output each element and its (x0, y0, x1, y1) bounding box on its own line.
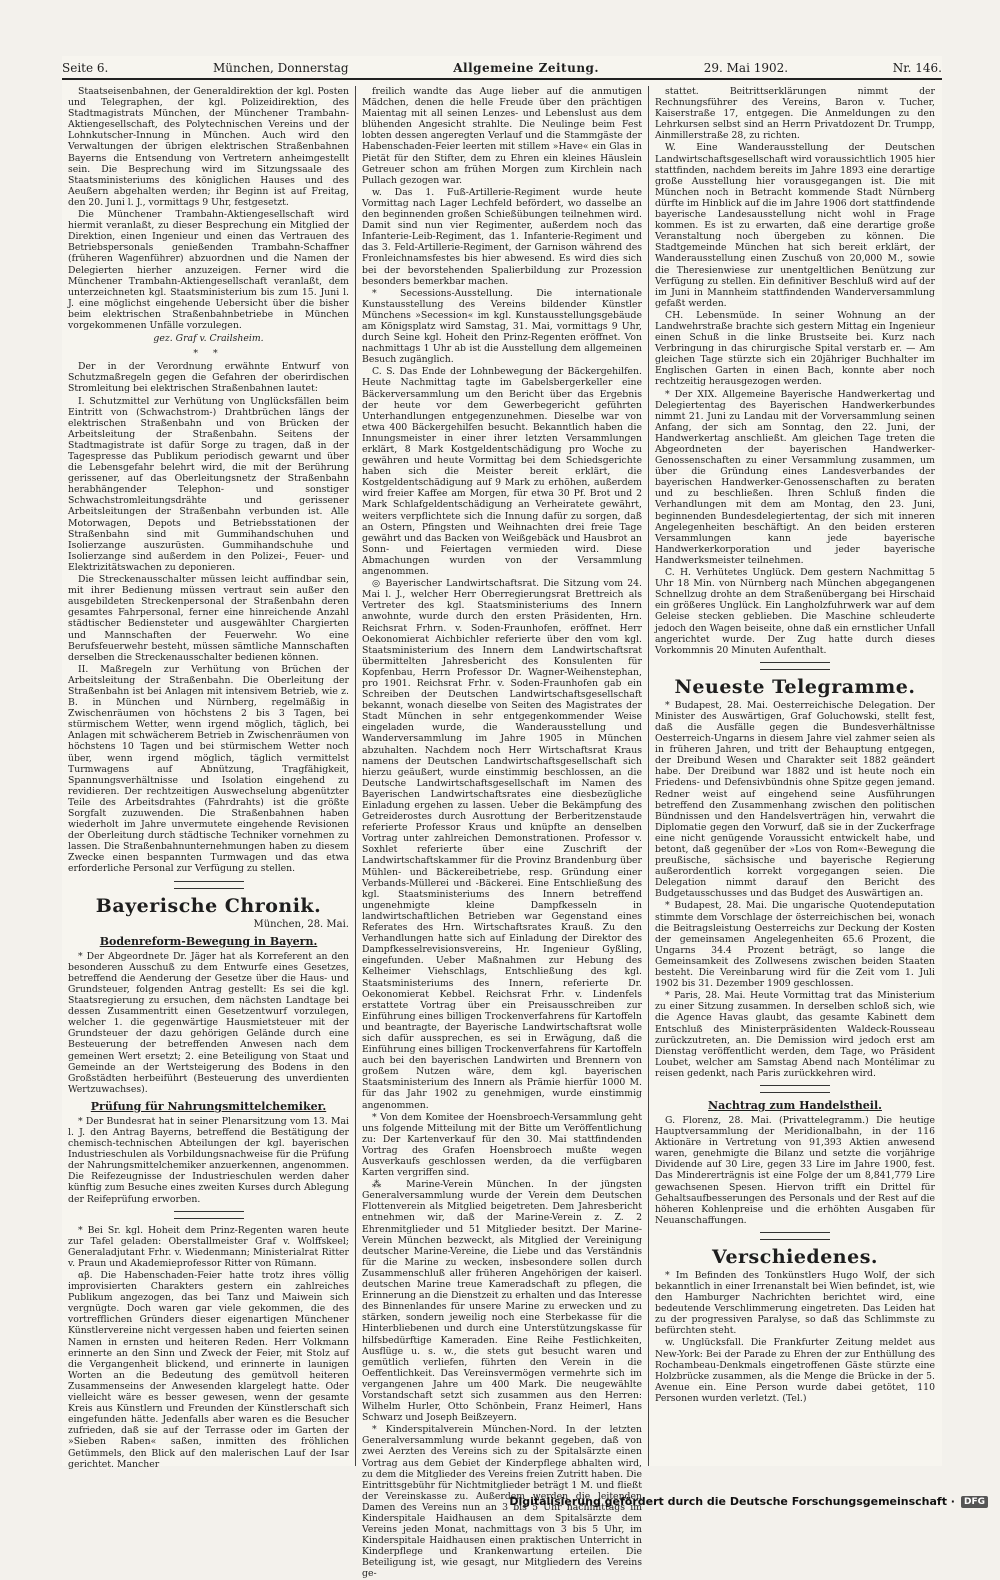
article-paragraph: CH. Lebensmüde. In seiner Wohnung an der Landwehrstraße brachte sich gestern Mittag ein Ingenieur einen Schuß in die linke Brustseite bei. Kurz nach Verbringung in das chirurgische Spital verstarb er. — Am gleichen Tage stürzte sich ein 20jähriger Buchhalter im Englischen Garten in einen Bach, konnte aber noch rechtzeitig herausgezogen werden. (655, 309, 935, 388)
separator-stars: * * (193, 348, 224, 360)
footer-text: Digitalisierung gefördert durch die Deutsche Forschungsgemeinschaft · (509, 1495, 955, 1508)
article-paragraph: * Budapest, 28. Mai. Die ungarische Quotendeputation stimmte dem Vorschlage der österreichischen bei, wonach die Beitragsleistung Oesterreichs zur Deckung der Kosten der gemeinsamen Angelegenheiten 65.6 Prozent, die Ungarns 34.4 Prozent beträgt, so lange die Gemeinsamkeit des Zollwesens zwischen beiden Staaten besteht. Die Vereinbarung wird für die Zeit vom 1. Juli 1902 bis 31. Dezember 1909 geschlossen. (655, 900, 935, 990)
section-rule (174, 881, 244, 889)
article-paragraph: I. Schutzmittel zur Verhütung von Unglücksfällen beim Eintritt von (Schwachstrom-) Drahtbrüchen längs der elektrischen Straßenbahn und von Brücken der Arbeitsleitung der Straßenbahn. Seitens der Stadtmagistrate ist dafür Sorge zu tragen, daß in der Tagespresse das Publikum periodisch gewarnt und über die Lebensgefahr belehrt wird, die mit der Berührung gerissener, auf das Oberleitungsnetz der Straßenbahn herabhängender Telephon- und sonstiger Schwachstromleitungsdrähte und gerissener Arbeitsleitungen der Straßenbahn verbunden ist. Alle Motorwagen, Depots und Betriebsstationen der Straßenbahn sind mit Gummihandschuhen und Isolierzange auszurüsten. Gummihandschuhe und Isolierzange sind außerdem in den Polizei-, Feuer- und Elektrizitätswachen zu deponieren. (68, 395, 349, 573)
section-rule (760, 1232, 830, 1240)
newspaper-title: Allgemeine Zeitung. (453, 61, 600, 75)
article-paragraph: Die Münchener Trambahn-Aktiengesellschaft wird hiermit veranlaßt, zu dieser Besprechung ein Mitglied der Direktion, einen Ingenieur und einen das Vertrauen des Betriebspersonals genießenden Trambahn-Schaffner (früheren Wagenführer) abzuordnen und die Namen der Delegierten hierher anzuzeigen. Ferner wird die Münchener Trambahn-Aktiengesellschaft veranlaßt, dem unterzeichneten kgl. Staatsministerium bis zum 15. Juni l. J. eine möglichst eingehende Uebersicht über die bisher beim elektrischen Straßenbahnbetriebe in München vorgekommenen Unfälle vorzulegen. (68, 209, 349, 331)
section-rule (760, 662, 830, 670)
article-paragraph: w. Das 1. Fuß-Artillerie-Regiment wurde heute Vormittag nach Lager Lechfeld befördert, wo dasselbe an den beginnenden großen Schießübungen teilnehmen wird. Damit sind nun vier Regimenter, außerdem noch das Infanterie-Leib-Regiment, das 1. Infanterie-Regiment und das 3. Feld-Artillerie-Regiment, der Garnison während des Fronleichnamsfestes bis hier abwesend. Es wird dies sich bei der bevorstehenden Spalierbildung zur Prozession besonders bemerkbar machen. (362, 186, 642, 287)
article-paragraph: * Paris, 28. Mai. Heute Vormittag trat das Ministerium zu einer Sitzung zusammen. In derselben schloß sich, wie die Agence Havas glaubt, das gesamte Kabinett dem Entschluß des Ministerpräsidenten Waldeck-Rousseau zurückzutreten, an. Die Demission wird jedoch erst am Dienstag veröffentlicht werden, dem Tage, wo Präsident Loubet, welcher am Samstag Abend nach Montélimar zu reisen gedenkt, nach Paris zurückkehren wird. (655, 990, 935, 1079)
subheading: Nachtrag zum Handelstheil. (708, 1098, 882, 1112)
column-2 (355, 86, 648, 1580)
article-paragraph: stattet. Beitrittserklärungen nimmt der Rechnungsführer des Vereins, Baron v. Tucher, Kaiserstraße 17, entgegen. Die Anmeldungen zu den Lehrkursen selbst sind an Herrn Privatdozent Dr. Trumpp, Ainmillerstraße 28, zu richten. (655, 86, 935, 142)
issue-date: 29. Mai 1902. (703, 61, 789, 75)
article-paragraph: * Von dem Komitee der Hoensbroech-Versammlung geht uns folgende Mitteilung mit der Bitte um Veröffentlichung zu: Der Kartenverkauf für den 30. Mai stattfindenden Vortrag des Grafen Hoensbroech mußte wegen Ausverkaufs geschlossen werden, da die verfügbaren Karten vergriffen sind. (362, 1111, 642, 1179)
subheading: Bodenreform-Bewegung in Bayern. (99, 934, 318, 948)
section-heading: Bayerische Chronik. (95, 894, 322, 917)
article-paragraph: * Der Bundesrat hat in seiner Plenarsitzung vom 13. Mai l. J. den Antrag Bayerns, betreffend die Bestätigung der chemisch-technischen Abteilungen der kgl. bayerischen Industrieschulen als Vorbildungsnachweise für die Prüfung der Nahrungsmittelchemiker anzuerkennen, angenommen. Die Reifezeugnisse der Industrieschulen werden daher künftig zum Besuche eines zweiten Kurses durch Ablegung der Reifeprüfung erworben. (68, 1115, 349, 1205)
signature: gez. Graf v. Crailsheim. (153, 333, 264, 345)
section-rule (174, 1211, 244, 1219)
page-header (62, 56, 942, 80)
article-paragraph: C. S. Das Ende der Lohnbewegung der Bäckergehilfen. Heute Nachmittag tagte im Gabelsbergerkeller eine Bäckerversammlung um den Bericht über das Ergebnis der heute vor dem Gewerbegericht geführten Unterhandlungen entgegenzunehmen. Dieselbe war von etwa 400 Bäckergehilfen besucht. Bekanntlich haben die Innungsmeister in einer ihrer letzten Versammlungen erklärt, 8 Mark Kostgeldentschädigung pro Woche zu gewähren und heute Vormittag bei dem Schiedsgerichte haben sich die Meister bereit erklärt, die Kostgeldentschädigung auf 9 Mark zu erhöhen, außerdem wird freier Kaffee am Morgen, für etwa 30 Pf. Brot und 2 Mark Schlafgeldentschädigung an Verheiratete gewährt, weiters verpflichtete sich die Innung dafür zu sorgen, daß an Ostern, Pfingsten und Weihnachten drei freie Tage gewährt und das Backen von Weißgebäck und Hausbrot an Sonn- und Feiertagen vermieden wird. Diese Abmachungen wurden von der Versammlung angenommen. (362, 366, 642, 578)
dfg-logo-icon: DFG (961, 1496, 988, 1508)
place-date: München, Donnerstag (212, 61, 349, 75)
article-paragraph: C. H. Verhütetes Unglück. Dem gestern Nachmittag 5 Uhr 18 Min. von Nürnberg nach München abgegangenen Schnellzug drohte an dem Straßenübergang bei Hirschaid ein größeres Unglück. Ein Langholzfuhrwerk war auf dem Geleise stecken geblieben. Die Maschine schleuderte jedoch den Wagen beiseite, ohne daß ein ernstlicher Unfall angerichtet wurde. Der Zug hatte durch dieses Vorkommnis 20 Minuten Aufenthalt. (655, 567, 935, 656)
section-heading: Verschiedenes. (711, 1245, 879, 1268)
page-number: Seite 6. (62, 61, 109, 75)
article-paragraph: * Bei Sr. kgl. Hoheit dem Prinz-Regenten waren heute zur Tafel geladen: Oberstallmeister Graf v. Wolffskeel; Generaladjutant Frhr. v. Wiedenmann; Ministerialrat Ritter v. Praun und Akademieprofessor Ritter von Rümann. (68, 1224, 349, 1269)
article-paragraph: G. Florenz, 28. Mai. (Privattelegramm.) Die heutige Hauptversammlung der Meridionalbahn, in der 116 Aktionäre in Vertretung von 91,393 Aktien anwesend waren, genehmigte die Bilanz und setzte die vorjährige Dividende auf 30 Lire, gegen 33 Lire im Jahre 1900, fest. Das Mindererträgnis ist eine Folge der um 8,841,779 Lire gewachsenen Spesen. Hiervon trifft ein Drittel für Gehaltsaufbesserungen des Personals und der Rest auf die höheren Kohlenpreise und die erhöhten Ausgaben für Neuanschaffungen. (655, 1114, 935, 1226)
article-paragraph: II. Maßregeln zur Verhütung von Brüchen der Arbeitsleitung der Straßenbahn. Die Oberleitung der Straßenbahn ist bei Anlagen mit intensivem Betrieb, wie z. B. in München und Nürnberg, regelmäßig in Zwischenräumen von höchstens 2 bis 3 Tagen, bei stürmischem Wetter, wenn irgend möglich, täglich, bei Anlagen mit schwächerem Betrieb in Zwischenräumen von höchstens 10 Tagen und bei stürmischem Wetter noch über, wenn irgend möglich, täglich vermittelst Turmwagens auf Abnützung, Tragfähigkeit, Spannungsverhältnisse und Isolation eingehend zu revidieren. Der rechtzeitigen Auswechselung abgenützter Teile des Arbeitsdrahtes (Fahrdrahts) ist die größte Sorgfalt zuzuwenden. Die Straßenbahnen haben wiederholt im Jahre unvermutete eingehende Revisionen der Oberleitung durch städtische Techniker vornehmen zu lassen. Die Straßenbahnunternehmungen haben zu diesem Zwecke einen bespannten Turmwagen und das etwa erforderliche Personal zur Verfügung zu stellen. (68, 663, 349, 875)
column-1 (62, 86, 355, 1470)
article-paragraph: Staatseisenbahnen, der Generaldirektion der kgl. Posten und Telegraphen, der kgl. Polizeidirektion, des Stadtmagistrats München, der Münchener Trambahn-Aktiengesellschaft, des Polytechnischen Vereins und der Lohnkutscher-Innung in München. Auch wird den Verwaltungen der übrigen elektrischen Straßenbahnen Bayerns die Entsendung von Vertretern anheimgestellt sein. Die Besprechung wird im Sitzungssaale des Staatsministeriums des königlichen Hauses und des Aeußern abgehalten werden; ihr Beginn ist auf Freitag, den 20. Juni l. J., vormittags 9 Uhr, festgesetzt. (68, 86, 349, 208)
subheading: Prüfung für Nahrungsmittelchemiker. (90, 1099, 327, 1113)
article-paragraph: freilich wandte das Auge lieber auf die anmutigen Mädchen, denen die helle Freude über den prächtigen Maientag mit all seinen Lenzes- und Lebenslust aus dem blühenden Angesicht strahlte. Die Neulinge beim Fest lobten dessen angeregten Verlauf und die Stammgäste der Habenschaden-Feier leerten mit stillem »Have« ein Glas in Pietät für den Stifter, dem zu Ehren ein kleines Häuslein Getreuer schon am frühen Morgen zum Kirchlein nach Pullach gezogen war. (362, 86, 642, 186)
article-paragraph: * Im Befinden des Tonkünstlers Hugo Wolf, der sich bekanntlich in einer Irrenanstalt bei Wien befindet, ist, wie den Hamburger Nachrichten berichtet wird, eine bedeutende Verschlimmerung eingetreten. Das Leiden hat zu der progressiven Paralyse, so daß das Schlimmste zu befürchten steht. (655, 1269, 935, 1337)
article-paragraph: Der in der Verordnung erwähnte Entwurf von Schutzmaßregeln gegen die Gefahren der oberirdischen Stromleitung bei elektrischen Straßenbahnen lautet: (68, 361, 349, 395)
article-paragraph: * Secessions-Ausstellung. Die internationale Kunstausstellung des Vereins bildender Künstler Münchens »Secession« im kgl. Kunstausstellungsgebäude am Königsplatz wird Samstag, 31. Mai, vormittags 9 Uhr, durch Seine kgl. Hoheit den Prinz-Regenten eröffnet. Von nachmittags 1 Uhr ab ist die Ausstellung dem allgemeinen Besuch zugänglich. (362, 287, 642, 366)
section-rule (760, 1085, 830, 1093)
article-paragraph: αβ. Die Habenschaden-Feier hatte trotz ihres völlig improvisierten Charakters gestern ein zahlreiches Publikum angezogen, das bei Tanz und Maiwein sich vergnügte. Doch waren gar viele gekommen, die des vortrefflichen Gründers dieser eigenartigen Münchener Künstlervereine nicht vergessen haben und feierten seinen Namen in ernsten und heiteren Reden. Herr Volkmann erinnerte an den Sinn und Zweck der Feier, mit Stolz auf die Vergangenheit blickend, und erinnerte in launigen Worten an die Bedeutung des gemütvoll heiteren Zusammenseins der Anwesenden klargelegt hatte. Oder vielleicht wäre es besser gewesen, wenn der gesamte Kreis aus Künstlern und Freunden der Künstlerschaft sich eingefunden hätte. Jedenfalls aber waren es die Besucher zufrieden, daß sie auf der Terrasse oder im Garten der »Sieben Raben« saßen, inmitten des fröhlichen Getümmels, den Blick auf den malerischen Lauf der Isar gerichtet. Mancher (68, 1270, 349, 1470)
digitization-footer (509, 1495, 988, 1508)
article-paragraph: * Kinderspitalverein München-Nord. In der letzten Generalversammlung wurde bekannt gegeben, daß von zwei Aerzten des Vereins sich zu der Spitalsärzte einen Vortrag aus dem Gebiet der Kinderpflege abhalten wird, zu dem die Mitglieder des Vereins freien Zutritt haben. Die Eintrittsgebühr für Nichtmitglieder beträgt 1 M. und fließt der Vereinskasse zu. Außerdem werden die leitenden Damen des Vereins nun an 3 bis 5 Uhr nachmittags im Kinderspitale Haidhausen an dem Spitalsärzte dem Vereins jeden Monat, nachmittags von 3 bis 5 Uhr, im Kinderspitale Haidhausen einen praktischen Unterricht in Kinderpflege und Krankenwartung erteilen. Die Beteiligung ist, wie gesagt, nur Mitgliedern des Vereins ge- (362, 1424, 642, 1580)
section-heading: Neueste Telegramme. (674, 675, 916, 698)
article-paragraph: w. Unglücksfall. Die Frankfurter Zeitung meldet aus New-York: Bei der Parade zu Ehren der zur Enthüllung des Rochambeau-Denkmals eingetroffenen Gäste stürzte eine Holzbrücke zusammen, als die Menge die Brücke in der 5. Avenue ein. Eine Person wurde dabei getötet, 110 Personen wurden verletzt. (Tel.) (655, 1337, 935, 1404)
article-paragraph: * Der Abgeordnete Dr. Jäger hat als Korreferent an den besonderen Ausschuß zu dem Entwurfe eines Gesetzes, betreffend die Aenderung der Gesetze über die Haus- und Grundsteuer, folgenden Antrag gestellt: Es sei die kgl. Staatsregierung zu ersuchen, dem nächsten Landtage bei dessen Zusammentritt einen Gesetzentwurf vorzulegen, welcher 1. die gegenwärtige Hausmietsteuer mit der Grundsteuer der dazu gehörigen Gelände durch eine Besteuerung der betreffenden Anwesen nach dem gemeinen Wert ersetzt; 2. eine Beteiligung von Staat und Gemeinde an der Wertsteigerung des Bodens in den Großstädten herbeiführt (Besteuerung des unverdienten Wertzuwachses). (68, 950, 349, 1095)
article-paragraph: Die Streckenausschalter müssen leicht auffindbar sein, mit ihrer Bedienung müssen vertraut sein außer den ausgebildeten Streckenpersonal der Straßenbahn deren gesamtes Fahrpersonal, ferner eine hinreichende Anzahl städtischer Bediensteter und ausgewählter Chargierten und Mannschaften der Feuerwehr. Wo eine Berufsfeuerwehr besteht, müssen sämtliche Mannschaften derselben die Streckenausschalter bedienen können. (68, 574, 349, 663)
article-paragraph: * Budapest, 28. Mai. Oesterreichische Delegation. Der Minister des Auswärtigen, Graf Goluchowski, stellt fest, daß die Ausfälle gegen die Bundesverhältnisse Oesterreich-Ungarns in diesem Jahre viel zahmer seien als in früheren Jahren, und tritt der Behauptung entgegen, der Dreibund Wesen und Charakter seit 1882 geändert habe. Der Dreibund war 1882 und ist heute noch ein Friedens- und Defensivbündnis ohne Spitze gegen jemand. Redner weist auf eingehend seine Ausführungen betreffend den Zusammenhang zwischen den politischen Bündnissen und den Handelsverträgen hin, verwahrt die Diplomatie gegen den Vorwurf, daß sie in der Zuckerfrage eine nicht genügende Voraussicht entwickelt habe, und betont, daß gegenüber der »Los von Rom«-Bewegung die preußische, sächsische und bayerische Regierung außerordentlich korrekt vorgegangen seien. Die Delegation nimmt darauf den Bericht des Budgetausschusses und das Budget des Auswärtigen an. (655, 699, 935, 900)
article-paragraph: * Der XIX. Allgemeine Bayerische Handwerkertag und Delegiertentag des Bayerischen Handwerkerbundes nimmt 21. Juni zu Landau mit der Vorversammlung seinen Anfang, der sich am Sonntag, den 22. Juni, der Handwerkertag anschließt. Am gleichen Tage treten die Abgeordneten der bayerischen Handwerker-Genossenschaften zu einer Versammlung zusammen, um über die Gründung eines Landesverbandes der bayerischen Handwerker-Genossenschaften zu beraten und zu beschließen. Ihren Schluß finden die Verhandlungen mit dem am Montag, den 23. Juni, beginnenden Bundesdelegiertentag, der sich mit inneren Angelegenheiten beschäftigt. An den beiden ersteren Versammlungen kann jede bayerische Handwerkerkorporation und jeder bayerische Handwerksmeister teilnehmen. (655, 388, 935, 566)
article-paragraph: ⁂ Marine-Verein München. In der jüngsten Generalversammlung wurde der Verein dem Deutschen Flottenverein als Mitglied beigetreten. Dem Jahresbericht entnehmen wir, daß der Marine-Verein z. Z. 2 Ehrenmitglieder und 51 Mitglieder besitzt. Der Marine-Verein München bezweckt, als Mitglied der Vereinigung deutscher Marine-Vereine, die Liebe und das Verständnis für die Marine zu wecken, insbesondere sollen durch Zusammenschluß aller früheren Angehörigen der kaiserl. deutschen Marine treue Kameradschaft zu pflegen, die Erinnerung an die Dienstzeit zu erhalten und das Interesse des Binnenlandes für unsere Marine zu erwecken und zu stärken, sondern jeweilig noch eine Sterbekasse für die Hinterbliebenen und durch eine Unterstützungskasse für hilfsbedürftige Kameraden. Eine Reihe Festlichkeiten, Ausflüge u. s. w., die stets gut besucht waren und gemütlich verliefen, führten den Verein in die Oeffentlichkeit. Das Vereinsvermögen vermehrte sich im vergangenen Jahre um 400 Mark. Die neugewählte Vorstandschaft setzt sich zusammen aus den Herren: Wilhelm Hurler, Otto Schönbein, Franz Heimerl, Hans Schwarz und Joseph Beißzeyern. (362, 1179, 642, 1424)
issue-number: Nr. 146. (892, 61, 942, 75)
dateline: München, 28. Mai. (253, 918, 349, 930)
column-3 (648, 86, 941, 1466)
article-paragraph: W. Eine Wanderausstellung der Deutschen Landwirtschaftsgesellschaft wird voraussichtlich 1905 hier stattfinden, nachdem bereits im Jahre 1893 eine derartige große Ausstellung hier vorausgegangen ist. Die mit München noch in Betracht kommende Stadt Nürnberg dürfte im Hinblick auf die im Jahre 1906 dort stattfindende bayerische Landesausstellung nicht wohl in Frage kommen. Es ist zu erwarten, daß eine derartige große Veranstaltung noch übergeben zu können. Die Stadtgemeinde München hat sich bereit erklärt, der Wanderausstellung einen Zuschuß von 20,000 M., sowie die Theresienwiese zur unentgeltlichen Benützung zur Verfügung zu stellen. Ein definitiver Beschluß wird auf der im Juni in Mannheim stattfindenden Wanderversammlung gefaßt werden. (655, 142, 935, 309)
article-paragraph: ◎ Bayerischer Landwirtschaftsrat. Die Sitzung vom 24. Mai l. J., welcher Herr Oberregierungsrat Brettreich als Vertreter des kgl. Staatsministeriums des Innern anwohnte, wurde durch den ersten Präsidenten, Hrn. Reichsrat Frhrn. v. Soden-Fraunhofen, eröffnet. Herr Oekonomierat Aichbichler referierte über den vom kgl. Staatsministerium des Innern dem Landwirtschaftsrat übermittelten Jahresbericht des Konsulenten für Kopfenbau, Herrn Professor Dr. Wagner-Weihenstephan, pro 1901. Reichsrat Frhr. v. Soden-Fraunhofen gab ein Schreiben der Deutschen Landwirtschaftsgesellschaft bekannt, wonach dieselbe von Seiten des Magistrates der Stadt München in sehr entgegenkommender Weise eingeladen wurde, die Wanderausstellung und Wanderversammlung im Jahre 1905 in München abzuhalten. Nachdem noch Herr Wirtschaftsrat Kraus namens der Deutschen Landwirtschaftsgesellschaft sich hierzu geäußert, wurde einstimmig beschlossen, an die Deutsche Landwirtschaftsgesellschaft im Namen des Bayerischen Landwirtschaftsrates eine diesbezügliche Einladung ergehen zu lassen. Ueber die Bekämpfung des Getreiderostes durch Ausrottung der Berberitzenstaude referierte Professor Kraus und knüpfte an denselben Vortrag unter zahlreichen Demonstrationen. Professor v. Soxhlet referierte über eine Zuschrift der Landwirtschaftskammer für die Provinz Brandenburg über Mühlen- und Bäckereibetriebe, resp. Gründung einer Verbands-Müllerei und -Bäckerei. Eine Entschließung des kgl. Staatsministeriums des Innern betreffend ungenehmigte kleine Dampfkesseln in landwirtschaftlichen Betrieben war Gegenstand eines Referates des Hrn. Wirtschaftsrates Krauß. Zu den Verhandlungen hatte sich auf Einladung der Direktor des Dampfkesselrevisionsvereins, Hr. Ingenieur Gyßling, eingefunden. Ueber Maßnahmen zur Hebung des Kelheimer Viehschlags, Entschließung des kgl. Staatsministeriums des Innern, referierte Dr. Oekonomierat Kebbel. Reichsrat Frhr. v. Lindenfels erstattete Vortrag über ein Preisausschreiben zur Einführung eines billigen Trockenverfahrens für Kartoffeln und beantragte, der Bayerische Landwirtschaftsrat wolle sich dafür aussprechen, es sei in Erwägung, daß die Einführung eines billigen Trockenverfahrens für Kartoffeln auch bei den bayerischen Landwirten und Brennern von großem Nutzen wäre, dem kgl. bayerischen Staatsministerium des Innern als Prämie hierfür 1000 M. für das Jahr 1902 zu genehmigen, wurde einstimmig angenommen. (362, 578, 642, 1111)
